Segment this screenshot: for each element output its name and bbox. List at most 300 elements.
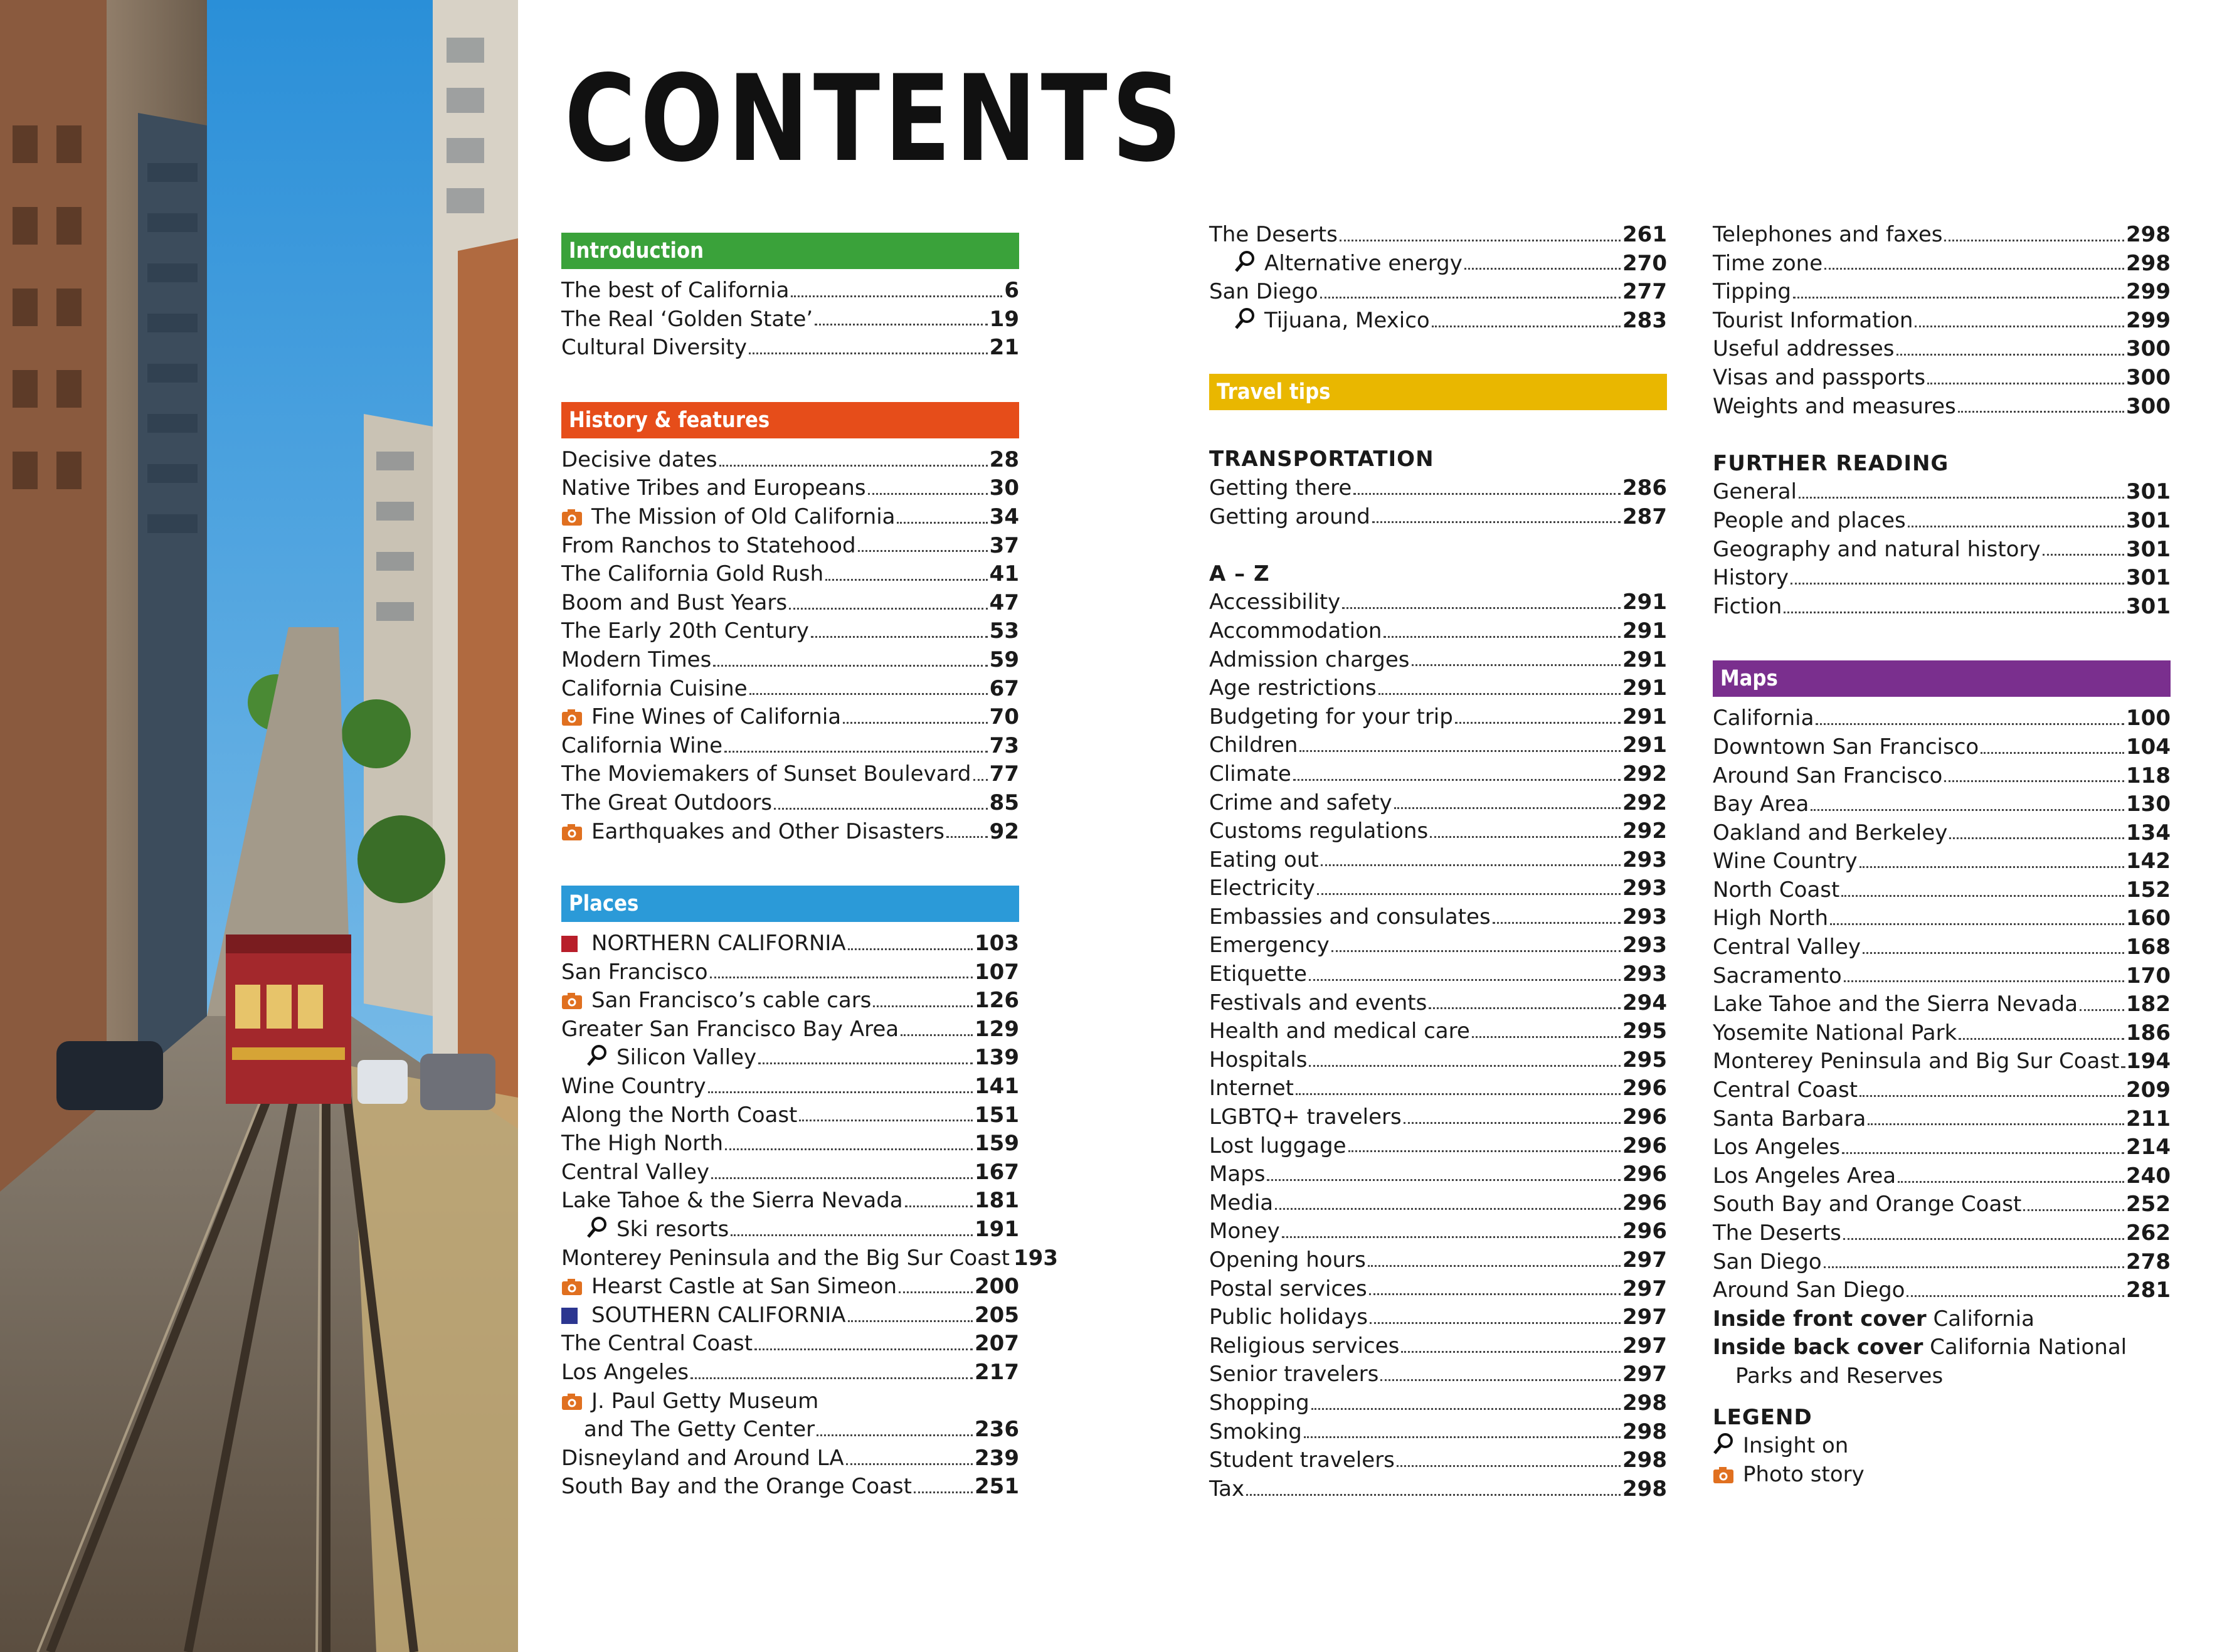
toc-entry[interactable] [561,987,1019,1015]
camera-icon [561,703,591,732]
dot-leader [791,290,1002,297]
toc-entry[interactable] [1209,1332,1667,1361]
toc-entry[interactable] [1713,847,2171,876]
toc-entry[interactable] [1209,1303,1667,1332]
page-number: 104 [2126,734,2171,760]
toc-entry[interactable] [561,560,1019,589]
page-number: 297 [1622,1247,1667,1273]
page-number: 301 [2126,536,2171,562]
magnifier-icon [586,1044,616,1072]
toc-entry-label: South Bay and Orange Coast [1713,1192,2022,1217]
toc-entry[interactable] [1713,250,2171,278]
toc-entry-label: Wine Country [1713,849,1858,874]
toc-entry[interactable] [1713,790,2171,819]
toc-entry[interactable] [1713,1133,2171,1162]
toc-entry-label: California Cuisine [561,675,748,701]
toc-entry[interactable] [1209,1446,1667,1475]
magnifier-icon [1234,250,1264,278]
toc-entry[interactable] [1209,1074,1667,1103]
toc-entry[interactable] [1209,307,1667,336]
toc-entry-label: Los Angeles Area [1713,1163,1897,1189]
toc-entry-label: The Great Outdoors [561,790,773,815]
page-number: 142 [2126,849,2171,874]
toc-entry[interactable] [1209,278,1667,307]
toc-entry[interactable] [561,446,1019,475]
page-number: 297 [1622,1276,1667,1301]
toc-entry-label: Central Valley [1713,935,1861,960]
toc-entry[interactable] [1713,733,2171,762]
toc-entry[interactable] [561,789,1019,818]
dot-leader [1368,1259,1621,1267]
toc-entry[interactable] [561,1015,1019,1044]
toc-entry[interactable] [561,1273,1019,1301]
dot-leader [1378,687,1621,695]
inside-back-cover[interactable]: Inside back cover California National [1713,1335,2127,1360]
toc-entry[interactable] [1209,931,1667,960]
dot-leader [1369,1288,1621,1295]
dot-leader [1868,1118,2124,1125]
toc-entry[interactable] [561,503,1019,532]
toc-entry[interactable] [561,1473,1019,1501]
toc-entry[interactable] [561,646,1019,675]
page-number: 298 [1622,1448,1667,1473]
toc-entry[interactable] [561,703,1019,732]
toc-entry[interactable] [1713,876,2171,905]
toc-entry-label: Shopping [1209,1390,1309,1416]
toc-entry[interactable] [1209,1418,1667,1447]
toc-entry-label: Student travelers [1209,1448,1395,1473]
cover-photo [0,0,518,1652]
toc-entry[interactable] [561,334,1019,363]
toc-entry[interactable] [1713,704,2171,733]
toc-entry[interactable] [1713,1162,2171,1191]
dot-leader [1353,487,1621,495]
dot-leader [1455,716,1621,724]
toc-entry[interactable] [1713,507,2171,536]
toc-entry[interactable] [1209,1017,1667,1046]
page-number: 296 [1622,1104,1667,1130]
dot-leader [1293,773,1621,781]
page-number: 141 [975,1074,1019,1099]
toc-entry-label: Eating out [1209,847,1319,872]
toc-entry[interactable] [1209,789,1667,818]
page-number: 139 [975,1045,1019,1071]
page-number: 211 [2126,1106,2171,1131]
page-number: 19 [989,306,1019,332]
toc-entry[interactable] [1713,1105,2171,1134]
toc-entry-label: South Bay and the Orange Coast [561,1474,912,1500]
toc-entry-label: Maps [1209,1162,1266,1187]
page-number: 100 [2126,706,2171,731]
dot-leader [1401,1345,1621,1353]
toc-entry[interactable] [1713,364,2171,393]
toc-entry-label: California Wine [561,733,723,758]
toc-entry[interactable] [561,760,1019,789]
page-number: 300 [2126,336,2171,362]
toc-entry[interactable] [1713,1190,2171,1219]
toc-entry[interactable] [1713,278,2171,307]
toc-entry[interactable] [1713,335,2171,364]
toc-entry[interactable] [1713,1248,2171,1277]
toc-entry-label: Alternative energy [1264,250,1463,276]
section-band-places: Places [561,886,1019,922]
page-number: 291 [1622,618,1667,643]
magnifier-icon [1713,1432,1743,1461]
further-reading-heading: FURTHER READING [1713,450,1949,476]
camera-icon [561,1387,591,1416]
dot-leader [690,1372,973,1379]
page-number: 182 [2126,992,2171,1017]
dot-leader [1309,973,1621,981]
page-number: 200 [975,1274,1019,1300]
toc-entry-label: From Ranchos to Statehood [561,532,856,558]
page-number: 261 [1622,222,1667,247]
dot-leader [1944,234,2124,241]
places-list-continued [1209,221,1667,335]
page-number: 278 [2126,1249,2171,1274]
page-number: 67 [989,675,1019,701]
toc-entry[interactable] [1713,1076,2171,1105]
toc-entry[interactable] [1209,1360,1667,1389]
toc-entry[interactable] [561,1387,1019,1416]
toc-entry[interactable] [561,1301,1019,1330]
toc-entry-label: Sacramento [1713,963,1842,988]
section-band-travel-tips: Travel tips [1209,374,1667,410]
dot-leader [1959,1032,2124,1040]
toc-entry[interactable] [1713,536,2171,564]
page-number: 296 [1622,1133,1667,1158]
dot-leader [1430,830,1621,838]
toc-entry-label: Tijuana, Mexico [1264,307,1430,333]
toc-entry[interactable] [561,1330,1019,1358]
inside-front-cover[interactable]: Inside front cover California [1713,1306,2034,1332]
page-number: 291 [1622,647,1667,672]
toc-entry[interactable] [1713,1276,2171,1305]
toc-entry-label: Wine Country [561,1074,706,1099]
page-number: 170 [2126,963,2171,988]
dot-leader [1842,1146,2124,1154]
toc-entry-label: J. Paul Getty Museum [591,1388,819,1414]
toc-entry[interactable] [561,1444,1019,1473]
toc-entry[interactable] [1713,933,2171,962]
section-band-maps: Maps [1713,660,2171,697]
dot-leader [1816,717,2124,725]
page-number: 298 [1622,1419,1667,1444]
toc-entry[interactable] [1209,1246,1667,1275]
toc-entry-label: High North [1713,906,1829,931]
page-number: 236 [975,1417,1019,1443]
toc-entry-label: Los Angeles [1713,1135,1841,1160]
dot-leader [1275,1202,1621,1210]
page-number: 299 [2126,307,2171,333]
toc-entry[interactable] [1209,646,1667,675]
toc-entry[interactable] [1713,904,2171,933]
toc-entry-label: Los Angeles [561,1360,689,1385]
camera-icon [561,1273,591,1301]
toc-entry-label: Decisive dates [561,447,717,472]
toc-entry[interactable] [1209,1103,1667,1132]
dot-leader [1958,405,2124,413]
dot-leader [1464,262,1621,270]
page-number: 283 [1622,307,1667,333]
toc-entry[interactable] [1209,674,1667,703]
page-number: 286 [1622,475,1667,500]
dot-leader [1383,630,1621,638]
toc-entry-label: The Deserts [1209,222,1338,247]
toc-entry-label: San Diego [1713,1249,1822,1274]
toc-entry[interactable] [1209,731,1667,760]
toc-entry-label: Bay Area [1713,792,1809,817]
toc-entry[interactable] [1713,1047,2171,1076]
page-number: 296 [1622,1076,1667,1101]
dot-leader [1897,348,2125,356]
dot-leader [1404,1116,1621,1124]
toc-entry[interactable] [1209,903,1667,932]
page-number: 70 [989,704,1019,730]
toc-entry[interactable] [561,1416,1019,1444]
dot-leader [1860,860,2124,868]
dot-leader [1380,1374,1621,1381]
toc-entry[interactable] [561,1101,1019,1130]
toc-entry[interactable] [1713,564,2171,593]
dot-leader [2080,1003,2124,1011]
page-number: 291 [1622,590,1667,615]
toc-entry[interactable] [1209,1275,1667,1304]
dot-leader [1898,1175,2124,1183]
toc-entry-label: Getting around [1209,504,1370,529]
page-number: 298 [2126,250,2171,276]
toc-entry[interactable] [1713,221,2171,250]
toc-entry[interactable] [561,958,1019,987]
toc-entry-label: Fine Wines of California [591,704,842,730]
toc-entry[interactable] [561,589,1019,618]
toc-entry[interactable] [1209,817,1667,846]
dot-leader [1793,291,2124,299]
page-number: 301 [2126,507,2171,533]
page-number: 240 [2126,1163,2171,1189]
dot-leader [1791,577,2124,585]
dot-leader [1843,1232,2124,1240]
page-number: 270 [1622,250,1667,276]
page-number: 92 [989,818,1019,844]
dot-leader [2121,1061,2124,1068]
dot-leader [713,659,987,667]
toc-entry-label: Senior travelers [1209,1362,1379,1387]
toc-entry[interactable] [1713,478,2171,507]
toc-entry[interactable] [1209,1189,1667,1218]
toc-entry-label: Customs regulations [1209,818,1429,844]
page-number: 281 [2126,1278,2171,1303]
toc-entry-label: Health and medical care [1209,1019,1470,1044]
toc-entry[interactable] [561,1215,1019,1244]
toc-entry[interactable] [1209,503,1667,532]
toc-entry[interactable] [561,617,1019,646]
page-number: 214 [2126,1135,2171,1160]
dot-leader [817,1429,973,1436]
toc-entry[interactable] [1713,1019,2171,1048]
toc-entry[interactable] [1209,960,1667,989]
toc-entry-label: Central Valley [561,1159,709,1185]
page-number: 181 [975,1188,1019,1214]
toc-entry[interactable] [561,818,1019,847]
page-number: 300 [2126,364,2171,390]
page-number: 296 [1622,1162,1667,1187]
page-number: 298 [2126,222,2171,247]
dot-leader [1863,946,2124,954]
toc-entry-label: The Deserts [1713,1220,1841,1246]
toc-entry-label: Silicon Valley [616,1045,757,1071]
page-number: 193 [1013,1245,1058,1271]
toc-entry[interactable] [561,1072,1019,1101]
toc-entry[interactable] [561,1044,1019,1072]
toc-entry[interactable] [561,1130,1019,1158]
page-number: 59 [989,647,1019,672]
toc-entry-label: SOUTHERN CALIFORNIA [591,1302,846,1328]
dot-leader [2023,1204,2124,1211]
dot-leader [843,716,988,724]
toc-entry[interactable] [561,1358,1019,1387]
page-number: 130 [2126,792,2171,817]
toc-entry-label: Opening hours [1209,1247,1366,1273]
dot-leader [1282,1231,1621,1238]
toc-entry[interactable] [1713,962,2171,991]
toc-entry-label: Along the North Coast [561,1102,798,1128]
page-number: 239 [975,1445,1019,1471]
toc-entry[interactable] [561,532,1019,561]
toc-entry-label: Modern Times [561,647,712,672]
toc-entry[interactable] [1209,474,1667,503]
toc-entry-label: Age restrictions [1209,675,1377,701]
toc-entry[interactable] [561,1187,1019,1215]
dot-leader [1908,520,2124,527]
dot-leader [1340,234,1621,241]
toc-entry[interactable] [1713,307,2171,336]
page-number: 262 [2126,1220,2171,1246]
page-number: 168 [2126,935,2171,960]
page-number: 6 [1004,278,1019,303]
toc-entry[interactable] [1209,703,1667,732]
magnifier-icon [586,1215,616,1244]
dot-leader [1394,802,1621,809]
page-number: 296 [1622,1219,1667,1244]
toc-entry[interactable] [1209,1475,1667,1504]
page-number: 297 [1622,1362,1667,1387]
toc-entry-label: Emergency [1209,933,1330,958]
toc-entry-label: San Francisco’s cable cars [591,988,872,1014]
page-number: 291 [1622,675,1667,701]
inside-back-cover-line2: Parks and Reserves [1735,1363,1944,1389]
toc-entry-label: The High North [561,1131,724,1157]
dot-leader [724,745,988,753]
toc-entry[interactable] [561,675,1019,704]
toc-entry-label: Tipping [1713,279,1791,305]
toc-entry-label: Yosemite National Park [1713,1020,1957,1046]
toc-entry-label: Budgeting for your trip [1209,704,1453,729]
transportation-heading: TRANSPORTATION [1209,447,1434,472]
toc-entry[interactable] [1713,819,2171,848]
toc-entry-label: Climate [1209,761,1291,786]
toc-entry[interactable] [1209,221,1667,250]
toc-column-3 [1713,221,2171,1489]
dot-leader [1811,803,2124,811]
page-number: 295 [1622,1019,1667,1044]
toc-entry[interactable] [1209,617,1667,646]
toc-entry[interactable] [1713,990,2171,1019]
toc-entry[interactable] [1209,874,1667,903]
dot-leader [846,1458,973,1465]
toc-entry[interactable] [1209,1046,1667,1075]
toc-entry[interactable] [1713,393,2171,421]
page-number: 47 [989,590,1019,615]
dot-leader [1267,1173,1621,1181]
toc-entry[interactable] [561,305,1019,334]
camera-icon [561,503,591,532]
page-number: 299 [2126,279,2171,305]
page-number: 294 [1622,990,1667,1015]
page-number: 194 [2126,1049,2171,1074]
toc-entry[interactable] [561,474,1019,503]
toc-entry[interactable] [561,277,1019,305]
toc-entry[interactable] [1209,846,1667,875]
page-number: 295 [1622,1047,1667,1072]
toc-entry[interactable] [1713,1219,2171,1248]
dot-leader [731,1229,973,1236]
toc-entry[interactable] [561,732,1019,761]
toc-entry[interactable] [1209,760,1667,789]
toc-entry[interactable] [1209,1160,1667,1189]
toc-entry[interactable] [1209,1217,1667,1246]
page-number: 159 [975,1131,1019,1157]
toc-entry[interactable] [561,1244,1058,1273]
page-number: 53 [989,618,1019,644]
page-number: 301 [2126,479,2171,505]
dot-leader [774,802,988,810]
page-number: 292 [1622,790,1667,815]
toc-entry-label: San Diego [1209,279,1318,305]
toc-entry-label: Religious services [1209,1333,1400,1358]
toc-entry[interactable] [561,929,1019,958]
toc-entry[interactable] [1209,989,1667,1018]
toc-entry-label: General [1713,479,1797,505]
toc-entry-label: Lake Tahoe and the Sierra Nevada [1713,992,2078,1017]
northern-california-square-icon [561,929,591,958]
dot-leader [905,1200,973,1207]
toc-entry-label: The Central Coast [561,1331,753,1357]
page-number: 296 [1622,1190,1667,1215]
toc-entry-label: San Francisco [561,959,708,985]
toc-entry-label: Etiquette [1209,961,1307,987]
toc-entry[interactable] [1209,250,1667,278]
toc-entry[interactable] [1713,762,2171,791]
toc-entry-label: Tax [1209,1476,1245,1501]
page-number: 85 [989,790,1019,815]
page-number: 41 [989,561,1019,587]
dot-leader [1311,1402,1621,1410]
toc-entry[interactable] [1209,588,1667,617]
dot-leader [1824,1261,2124,1268]
toc-entry[interactable] [1209,1389,1667,1418]
toc-entry[interactable] [1209,1132,1667,1161]
toc-entry-label: Lake Tahoe & the Sierra Nevada [561,1188,903,1214]
toc-entry[interactable] [561,1158,1019,1187]
page-number: 167 [975,1159,1019,1185]
dot-leader [1429,1002,1621,1009]
page-number: 107 [975,959,1019,985]
dot-leader [1830,918,2124,925]
toc-entry-label: Santa Barbara [1713,1106,1866,1131]
page-title: CONTENTS [564,50,1187,188]
toc-entry[interactable] [1713,593,2171,622]
